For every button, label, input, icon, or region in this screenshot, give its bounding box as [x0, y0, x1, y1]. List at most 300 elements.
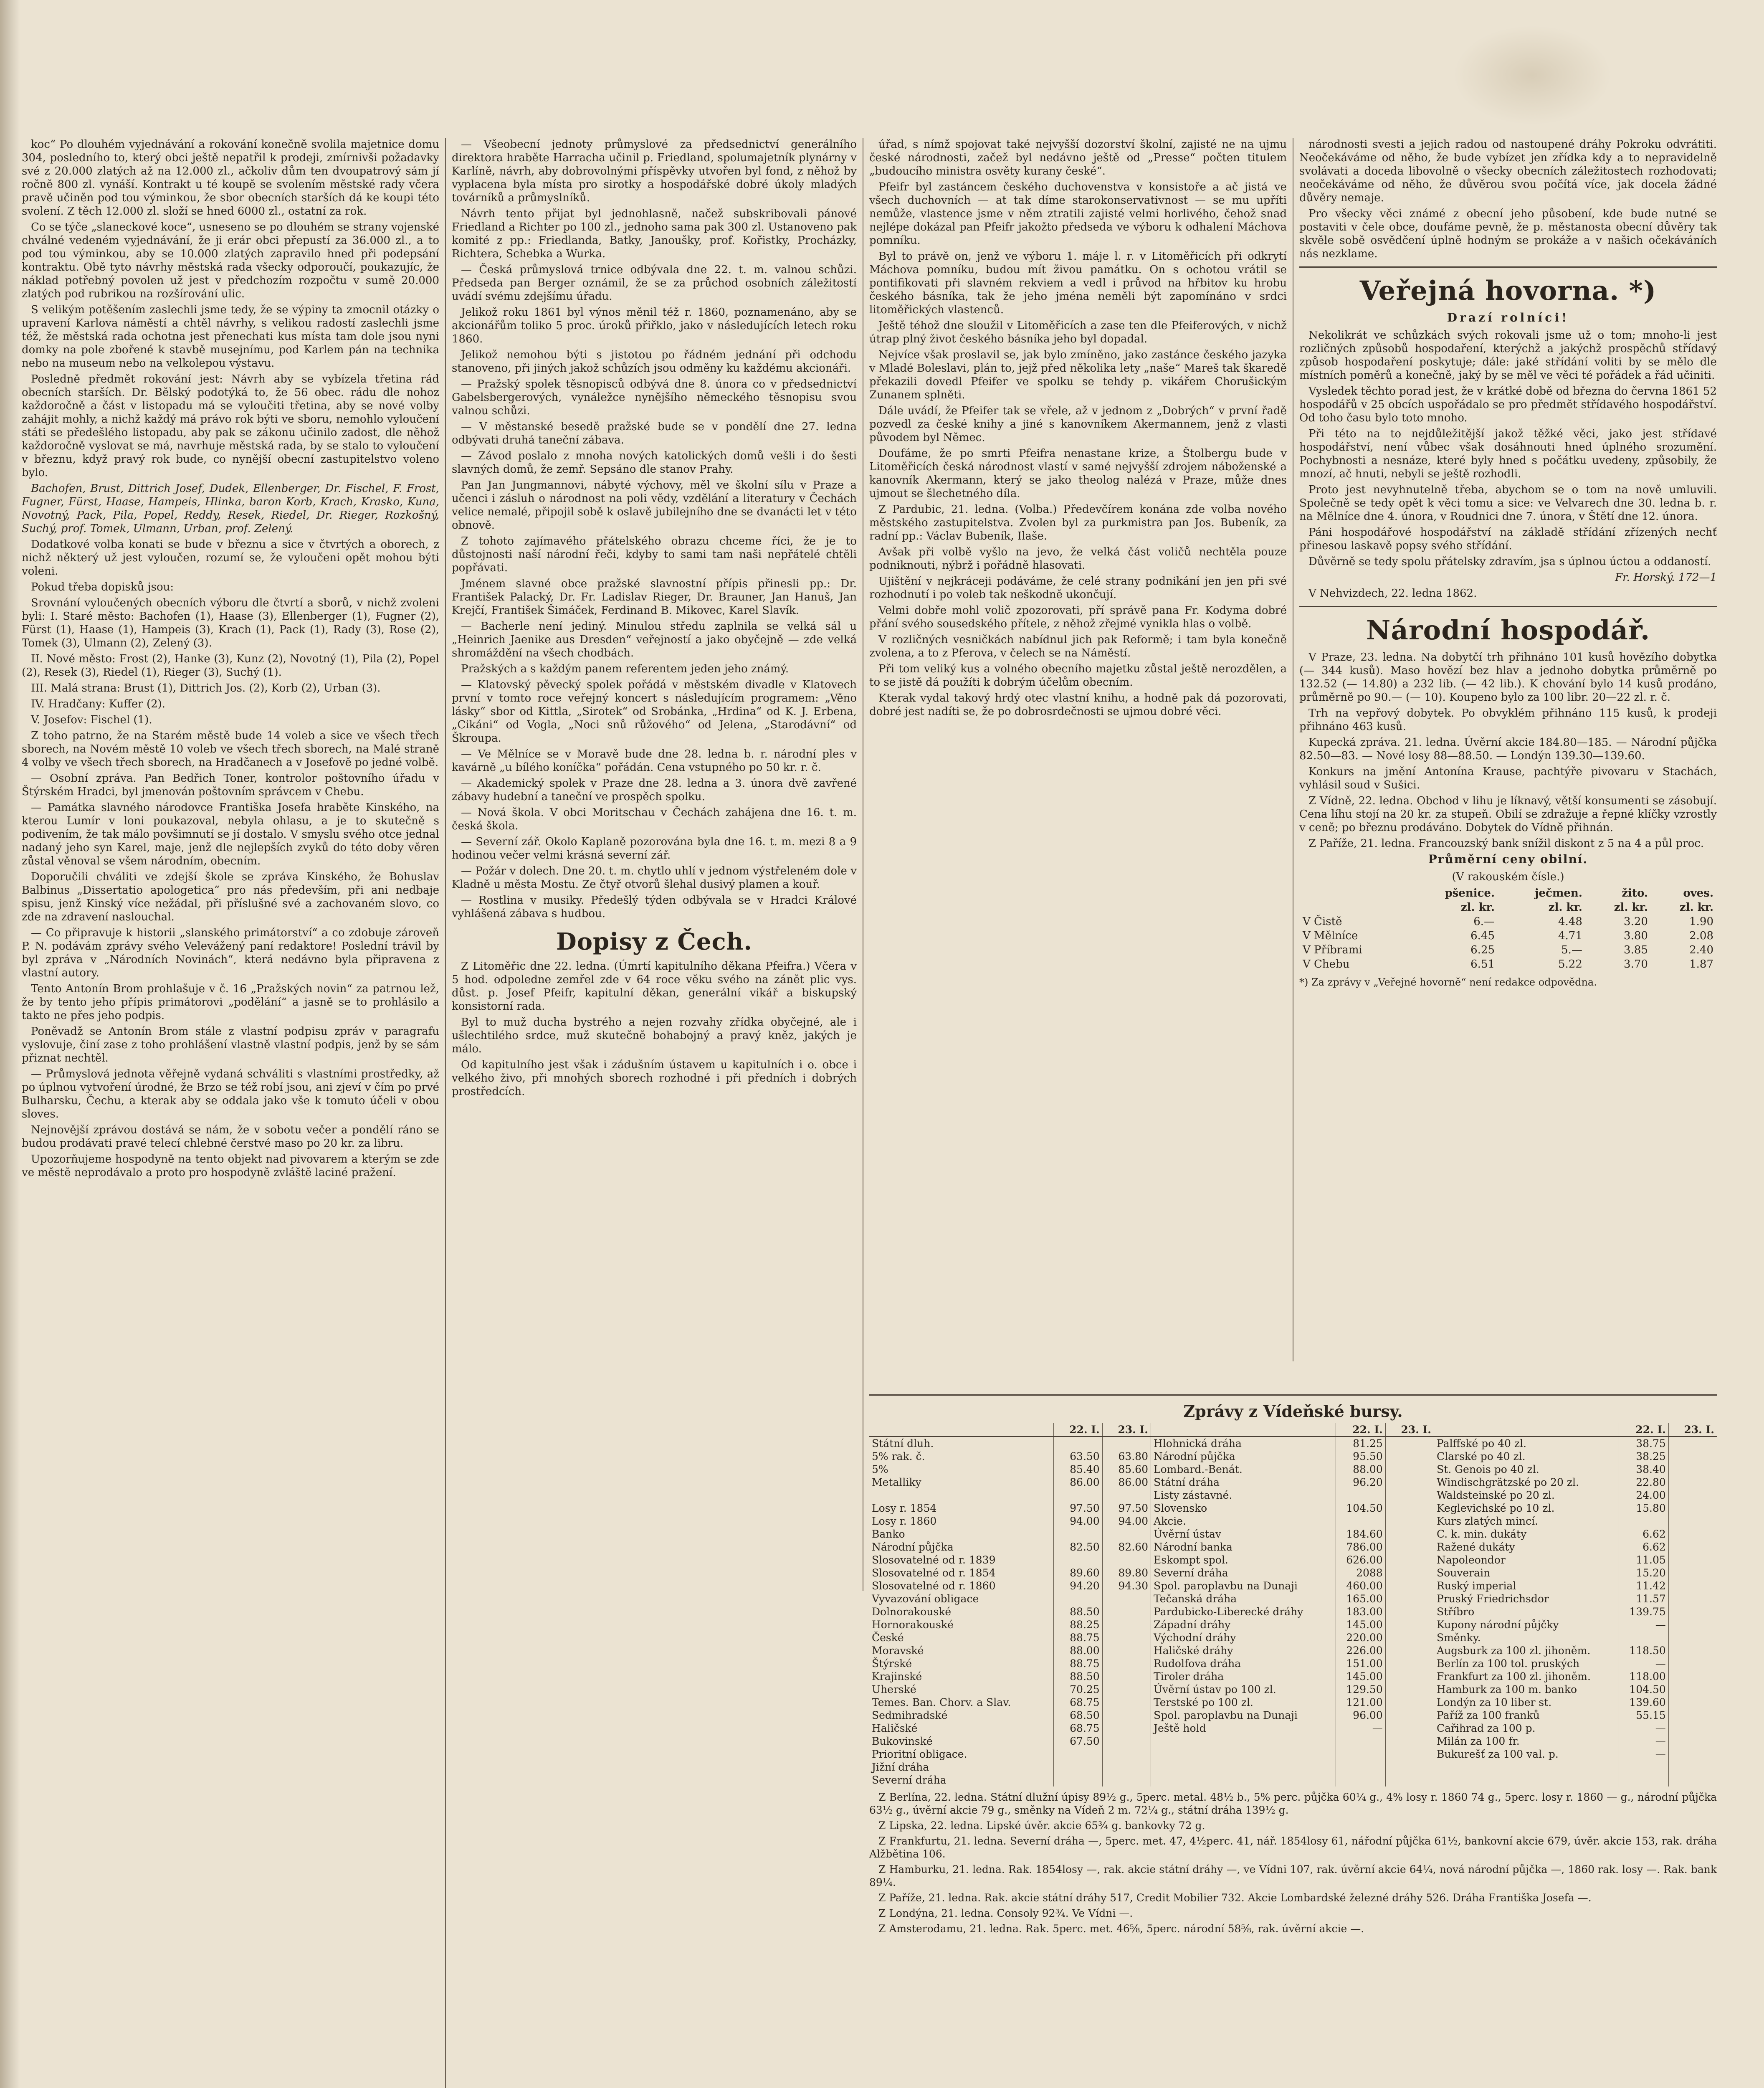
table-cell: 89.60	[1054, 1566, 1102, 1579]
paragraph: — Ve Mělníce se v Moravě bude dne 28. ledna b. r. národní ples v kavárně „u bílého koníčka“ pořádán. Cena vstupného po 50 kr. r. č.	[452, 748, 857, 774]
table-header	[1299, 900, 1407, 915]
table-cell	[1054, 1748, 1102, 1761]
table-cell	[1385, 1605, 1434, 1618]
salutation: Drazí rolníci!	[1447, 311, 1569, 324]
table-cell: 82.50	[1054, 1541, 1102, 1553]
table-cell: 3.80	[1624, 930, 1648, 942]
table-cell: Banko	[872, 1528, 905, 1540]
table-cell: —	[1619, 1748, 1668, 1761]
table-cell: Kupony národní půjčky	[1434, 1618, 1619, 1631]
paragraph: Ještě téhož dne sloužil v Litoměřicích a zase ten dle Pfeiferových, v nichž útrap plný život českého básníka jeho byl dopadal.	[869, 319, 1287, 345]
paragraph: Byl to právě on, jenž ve výboru 1. máje l. r. v Litoměřicích při odkrytí Máchova pomníku, budou mít živou památku. On s ochotou vrátil se pontifikovati při slavném rekviem a vedl i průvod na hřbitov ku hrobu českého básníka, tak že jeho jména neměli být zapomínáno v srdci litoměřických vlastenců.	[869, 250, 1287, 316]
table-header	[1299, 886, 1407, 900]
table-row	[869, 1709, 1717, 1722]
table-row	[869, 1579, 1717, 1592]
table-row	[869, 1670, 1717, 1683]
paragraph: Páni hospodářové hospodářství na základě střídání zřízených nechť přinesou laskavě popsy svého střídání.	[1299, 526, 1717, 552]
table-cell: —	[1336, 1722, 1385, 1735]
table-cell: Severní dráha	[1151, 1566, 1336, 1579]
table-cell: 104.50	[1619, 1683, 1668, 1696]
table-cell	[1434, 1761, 1619, 1774]
table-header-row	[869, 1423, 1717, 1437]
column-2	[452, 138, 857, 1591]
table-row	[869, 1696, 1717, 1709]
table-cell	[1385, 1566, 1434, 1579]
table-cell: Štýrské	[872, 1657, 912, 1670]
column-3	[869, 138, 1287, 1361]
column-1	[22, 138, 439, 2088]
table-cell: Spol. paroplavbu na Dunaji	[1151, 1579, 1336, 1592]
table-cell: Hornorakouské	[872, 1619, 954, 1631]
paragraph: — Průmyslová jednota věřejně vydaná schváliti s vlastními prostředky, až po úplnou vytvoření úrodné, že Brzo se též robí jsou, ani zjeví v čím po prvé Bulharsku, Čechu, a kterak aby se oddala jako vše k tomuto účeli v obou sloves.	[22, 1068, 439, 1120]
table-cell: 94.00	[1054, 1515, 1102, 1528]
table-cell	[1668, 1476, 1717, 1489]
table-cell	[1668, 1437, 1717, 1450]
paragraph: Vysledek těchto porad jest, že v krátké době od března do června 1861 52 hospodářů v 25 obcích uspořádalo se pro předmět střídavého hospodářství. Od toho času bylo toto mnoho.	[1299, 385, 1717, 424]
table-cell: Haličské dráhy	[1151, 1644, 1336, 1657]
paragraph: Nejnovější zprávou dostává se nám, že v sobotu večer a pondělí ráno se budou prodávati pravé telecí chlebné čerstvé maso po 20 kr. za libru.	[22, 1124, 439, 1150]
table-cell: Hamburk za 100 m. banko	[1434, 1683, 1619, 1696]
table-cell: 165.00	[1336, 1592, 1385, 1605]
table-row	[869, 1761, 1717, 1774]
bourse-table	[869, 1423, 1717, 1786]
table-row	[869, 1644, 1717, 1657]
table-cell: Keglevichské po 10 zl.	[1434, 1502, 1619, 1515]
table-cell	[1336, 1761, 1385, 1774]
paper-stain	[1453, 25, 1612, 125]
paragraph: Pokud třeba dopisků jsou:	[31, 581, 174, 593]
table-row	[1299, 957, 1717, 971]
table-cell	[1102, 1592, 1151, 1605]
table-cell	[1385, 1502, 1434, 1515]
table-header: zl. kr.	[1548, 901, 1582, 914]
table-header: oves.	[1683, 887, 1713, 900]
section-heading-dopisy: Dopisy z Čech.	[556, 928, 752, 955]
table-cell: Pruský Friedrichsdor	[1434, 1592, 1619, 1605]
bourse-section	[869, 1389, 1717, 1938]
paragraph: Z tohoto zajímavého přátelského obrazu chceme říci, že je to důstojnosti naší národní řeči, kdyby to sami tam naši nepřátelé chtěli popřávati.	[452, 535, 857, 574]
table-header-row	[1299, 886, 1717, 900]
table-cell	[1385, 1463, 1434, 1476]
table-header: pšenice.	[1445, 887, 1495, 900]
table-cell: Směnky.	[1434, 1631, 1619, 1644]
table-cell: Augsburk za 100 zl. jihoněm.	[1434, 1644, 1619, 1657]
table-cell	[1054, 1437, 1102, 1450]
table-cell: 94.30	[1102, 1579, 1151, 1592]
table-header: ječmen.	[1535, 887, 1582, 900]
table-cell: 88.25	[1054, 1618, 1102, 1631]
table-cell	[1668, 1631, 1717, 1644]
table-cell	[1385, 1735, 1434, 1748]
table-cell: Východní dráhy	[1151, 1631, 1336, 1644]
table-cell	[1668, 1579, 1717, 1592]
table-cell: 11.57	[1619, 1592, 1668, 1605]
table-cell	[1385, 1709, 1434, 1722]
table-cell: 95.50	[1336, 1450, 1385, 1463]
paragraph: Nekolikrát ve schůzkách svých rokovali jsme už o tom; mnoho-li jest rozličných způsobů hospodaření, kterýchž a jakýchž prospěchů střídavý způsob hospodaření poskytuje; dále: jaké střídání voliti by se mělo dle místních poměrů a konečně, jaký by se měl ve věci té pořádek a řád učiniti.	[1299, 329, 1717, 382]
table-cell: 6.45	[1470, 930, 1495, 942]
table-cell: 88.00	[1054, 1644, 1102, 1657]
table-cell: Spol. paroplavbu na Dunaji	[1151, 1709, 1336, 1722]
table-cell: Uherské	[872, 1683, 916, 1695]
table-header: zl. kr.	[1679, 901, 1713, 914]
column-4	[1299, 138, 1717, 1361]
table-cell	[1102, 1437, 1151, 1450]
paragraph: Doporučili chváliti ve zdejší škole se zpráva Kinského, že Bohuslav Balbinus „Dissertatio apologetica“ pro nás především, při ani nedbaje spisu, jenž Kinský více nežádal, při příslušné své a zachovaném slovo, co zde na zdravení naslouchal.	[22, 871, 439, 923]
table-cell: Severní dráha	[872, 1774, 947, 1786]
table-cell: České	[872, 1632, 904, 1644]
table-cell: Lombard.-Benát.	[1151, 1463, 1336, 1476]
table-cell: Rudolfova dráha	[1151, 1657, 1336, 1670]
bourse-title: Zprávy z Vídeňské bursy.	[1183, 1402, 1403, 1421]
paragraph: národnosti svesti a jejich radou od nastoupené dráhy Pokroku odvrátiti. Neočekáváme od něho, že bude vybízet jen zřídka kdy a to nepravidelně svolávati a doceda libovolně o všecky obecních záležitostech rozhodovati; neočekáváme od něho, že důvěrou svou počítá více, jak docela žádné důvěry nemaje.	[1299, 138, 1717, 204]
table-cell: 11.05	[1619, 1553, 1668, 1566]
table-cell: 96.20	[1336, 1476, 1385, 1489]
table-cell: Úvěrní ústav po 100 zl.	[1151, 1683, 1336, 1696]
table-cell	[1668, 1541, 1717, 1553]
table-cell: 15.80	[1619, 1502, 1668, 1515]
table-cell: 145.00	[1336, 1670, 1385, 1683]
table-row	[869, 1437, 1717, 1450]
table-cell: 85.60	[1102, 1463, 1151, 1476]
table-cell: Státní dluh.	[872, 1437, 934, 1449]
paragraph: Co se týče „slaneckové koce“, usneseno se po dlouhém se strany vojenské chválné vedeném vyjednávání, že ji erár obci přepustí za 36.000 zl., a to pod tou výminkou, aby se 10.000 zlatých zapravilo hned při podepsání kontraktu. Obě tyto návrhy městská rada všecky odporoučí, poukazujíc, že náklad potřebný povolen už jest v předchozím rozpočtu v sumě 20.000 zlatých pod rubrikou na rozšírování ulic.	[22, 221, 439, 300]
market-report: Z Frankfurtu, 21. ledna. Severní dráha —, 5perc. met. 47, 4½perc. 41, nář. 1854losy 61, nářodní půjčka 61½, bankovní akcie 679, úvěr. akcie 153, rak. dráha Alžbětina 106.	[869, 1835, 1717, 1860]
table-cell: Napoleondor	[1434, 1553, 1619, 1566]
table-cell: 89.80	[1102, 1566, 1151, 1579]
table-cell	[1668, 1463, 1717, 1476]
table-cell: Terstské po 100 zl.	[1151, 1696, 1336, 1709]
table-cell: Slosovatelné od r. 1854	[872, 1567, 996, 1579]
column-rule	[445, 138, 446, 2088]
table-cell	[869, 1489, 1054, 1502]
paragraph: Pro všecky věci známé z obecní jeho působení, kde bude nutné se postaviti v čele obce, doufáme pevně, že p. městanosta obecní důvěry tak skvěle sobě osvědčení úplně hodným se prokáže a v našich očekáváních nás nezklame.	[1299, 208, 1717, 260]
table-row	[869, 1515, 1717, 1528]
paragraph: Velmi dobře mohl volič zpozorovati, pří správě pana Fr. Kodyma dobré přání svého sousedského přítele, z něhož zřejmé vynikla hlas o volbě.	[869, 604, 1287, 630]
paragraph: II. Nové město: Frost (2), Hanke (3), Kunz (2), Novotný (1), Pila (2), Popel (2), Resek (3), Riedel (1), Rieger (3), Suchý (1).	[22, 653, 439, 679]
table-cell: C. k. min. dukáty	[1434, 1528, 1619, 1541]
paragraph: — Česká průmyslová trnice odbývala dne 22. t. m. valnou schůzi. Předseda pan Berger oznámil, že se za průchod osobních záležitostí uvádí svému zdejšímu úřadu.	[452, 264, 857, 303]
table-cell	[1668, 1670, 1717, 1683]
paragraph: Poněvadž se Antonín Brom stále z vlastní podpisu zpráv v paragrafu vyslovuje, činí zase z toho prohlášení vlastně vlastní podpis, jenž by se sám přiznat nechtěl.	[22, 1025, 439, 1064]
table-cell	[1151, 1748, 1336, 1761]
table-cell	[1102, 1709, 1151, 1722]
table-cell: Milán za 100 fr.	[1434, 1735, 1619, 1748]
table-cell: 6.25	[1470, 944, 1495, 956]
table-cell	[1054, 1528, 1102, 1541]
table-header-row	[1299, 900, 1717, 915]
table-cell: 184.60	[1336, 1528, 1385, 1541]
table-cell: 460.00	[1336, 1579, 1385, 1592]
table-cell: Sedmihradské	[872, 1709, 948, 1721]
table-cell	[1102, 1631, 1151, 1644]
table-row	[1299, 943, 1717, 957]
table-cell: 63.50	[1054, 1450, 1102, 1463]
table-cell	[1385, 1437, 1434, 1450]
table-cell: Windischgrätzské po 20 zl.	[1434, 1476, 1619, 1489]
table-header: žito.	[1622, 887, 1648, 900]
table-cell: 81.25	[1336, 1437, 1385, 1450]
paragraph: Při tom veliký kus a volného obecního majetku zůstal ještě nerozdělen, a to se jistě dá použíti k dobrým účelům obecním.	[869, 663, 1287, 689]
table-cell	[1668, 1644, 1717, 1657]
table-row	[869, 1463, 1717, 1476]
table-cell: 6.51	[1470, 958, 1495, 971]
table-cell: —	[1619, 1722, 1668, 1735]
table-cell: 38.25	[1619, 1450, 1668, 1463]
paragraph: — Požár v dolech. Dne 20. t. m. chytlo uhlí v jednom výstřeleném dole v Kladně u města Mostu. Ze čtyř otvorů šlehal dusivý plamen a kouř.	[452, 865, 857, 891]
table-cell	[1668, 1618, 1717, 1631]
table-cell: 22.80	[1619, 1476, 1668, 1489]
table-cell: 226.00	[1336, 1644, 1385, 1657]
table-cell	[1385, 1450, 1434, 1463]
table-cell	[1102, 1644, 1151, 1657]
table-cell	[1668, 1761, 1717, 1774]
table-cell: 183.00	[1336, 1605, 1385, 1618]
table-cell	[1385, 1528, 1434, 1541]
table-cell: 2088	[1336, 1566, 1385, 1579]
table-cell: Vyvazování obligace	[872, 1593, 979, 1605]
paragraph: S velikým potěšením zaslechli jsme tedy, že se výpiny ta zmocnil otázky o upravení Karlova náměstí a chtěl návrhy, s velikou radostí zaslechli jsme též, že městská rada ochotna jest přenechati kus místa tam dole jsou nyni domky na pole zbořené k stavbě musejnímu, pod Karlem pán na technika nebo na museum nebo na velkolepou výstavu.	[22, 304, 439, 370]
table-cell	[1151, 1735, 1336, 1748]
table-cell: 4.71	[1558, 930, 1582, 942]
table-cell	[1336, 1735, 1385, 1748]
table-header: zl. kr.	[1460, 901, 1495, 914]
paragraph: — Akademický spolek v Praze dne 28. ledna a 3. února dvě zavřené zábavy hudební a taneční ve prospěch spolku.	[452, 777, 857, 803]
table-cell: Berlín za 100 tol. pruských	[1434, 1657, 1619, 1670]
table-cell: 5.22	[1558, 958, 1582, 971]
market-report: Z Amsterodamu, 21. ledna. Rak. 5perc. met. 46⅝, 5perc. národní 58⅝, rak. úvěrní akcie —.	[878, 1923, 1364, 1935]
page-binding-edge	[0, 0, 20, 2088]
table-cell	[1619, 1761, 1668, 1774]
paragraph: Dále uvádí, že Pfeifer tak se vřele, až v jednom z „Dobrých“ v první řadě pozvedl za české knihy a jiné s kanovníkem Akermannem, jenž z vlasti původem byl Němec.	[869, 405, 1287, 444]
table-row	[869, 1502, 1717, 1515]
table-cell: Ruský imperial	[1434, 1579, 1619, 1592]
paragraph: Konkurs na jmění Antonína Krause, pachtýře pivovaru v Stachách, vyhlásil soud v Sušici.	[1299, 765, 1717, 791]
table-cell: Slosovatelné od r. 1839	[872, 1554, 996, 1566]
table-cell	[1336, 1748, 1385, 1761]
table-cell	[869, 1423, 1054, 1437]
table-row	[869, 1631, 1717, 1644]
table-cell: Bukurešť za 100 val. p.	[1434, 1748, 1619, 1761]
table-cell	[1054, 1592, 1102, 1605]
paragraph: — Pražský spolek těsnopisců odbývá dne 8. února co v předsednictví Gabelsbergerových, vynáležce nynějšího německého těsnopisu svou valnou schůzi.	[452, 378, 857, 417]
table-cell: Jižní dráha	[872, 1761, 929, 1773]
table-cell: 63.80	[1102, 1450, 1151, 1463]
table-cell	[1385, 1515, 1434, 1528]
paragraph: Z Vídně, 22. ledna. Obchod v lihu je líknavý, větší konsumenti se zásobují. Cena líhu stojí na 20 kr. za stupeň. Obilí se zdražuje a řepné klíčky vzrostly v ceně; po březnu prodáváno. Dobytek do Vídně přihnán.	[1299, 795, 1717, 834]
table-cell	[1385, 1774, 1434, 1786]
table-cell: Tiroler dráha	[1151, 1670, 1336, 1683]
table-cell	[1385, 1670, 1434, 1683]
paragraph: III. Malá strana: Brust (1), Dittrich Jos. (2), Korb (2), Urban (3).	[31, 682, 381, 694]
table-cell: 626.00	[1336, 1553, 1385, 1566]
table-cell: 55.15	[1619, 1709, 1668, 1722]
table-cell: 23. I.	[1102, 1423, 1151, 1437]
table-cell	[1102, 1670, 1151, 1683]
table-cell: Úvěrní ústav	[1151, 1528, 1336, 1541]
paragraph: Z toho patrno, že na Starém městě bude 14 voleb a sice ve všech třech sborech, na Novém městě 10 voleb ve všech třech sborech, na Malé straně 4 volby ve všech třech sborech, na Hradčanech a v Josefově po jedné volbě.	[22, 730, 439, 769]
table-cell	[1151, 1761, 1336, 1774]
paragraph: — Všeobecní jednoty průmyslové za předsednictví generálního direktora hraběte Harracha učinil p. Friedland, spolumajetník plynárny v Karlíně, návrh, aby dobrovolnými příspěvky utvořen byl fond, z něhož by vyplacena byla místa pro sirotky a hospodářské dobré úkoly mladých továrníků a průmyslníků.	[452, 138, 857, 204]
table-row	[1299, 929, 1717, 943]
table-cell: 88.50	[1054, 1670, 1102, 1683]
paragraph: Jménem slavné obce pražské slavnostní přípis přinesli pp.: Dr. František Palacký, Dr. Fr. Ladislav Rieger, Dr. Brauner, Jan Hanuš, Jan Krejčí, František Šimáček, Ferdinand B. Mikovec, Karel Slavík.	[452, 578, 857, 617]
paragraph: Posledně předmět rokování jest: Návrh aby se vybízela třetina rád obecních starších. Dr. Bělský podotýká to, že 56 obec. rádu dle nohoz každoročně a část v listopadu má se vyloučiti třetina, aby se nové volby zahájit mohly, a nichž každý má právo rok býti ve sboru, nemohlo vyloučení státi se předešlého listopadu, aby pak se zákonu učinilo zadost, dle něhož každoročně vyslovat se má, navrhuje městská rada, by se stalo to vyloučení v březnu, když pravý rok bude, co nynější obecní zastupitelstvo voleno bylo.	[22, 373, 439, 479]
table-cell: Metalliky	[872, 1476, 921, 1488]
table-cell	[1385, 1631, 1434, 1644]
table-cell: —	[1619, 1657, 1668, 1670]
table-cell: 96.00	[1336, 1709, 1385, 1722]
table-cell: Západní dráhy	[1151, 1618, 1336, 1631]
paragraph: Nejvíce však proslavil se, jak bylo zmíněno, jako zastánce českého jazyka v Mladé Boleslavi, plán to, jejž před několika lety „naše“ Mareš tak škaredě překazili dovedl Pfeifer ve spolku se tehdy p. vikářem Chorušickým Zunanem splněti.	[869, 349, 1287, 401]
table-cell: 118.50	[1619, 1644, 1668, 1657]
paragraph: — Osobní zpráva. Pan Bedřich Toner, kontrolor poštovního úřadu v Štýrském Hradci, byl jmenován poštovním správcem v Chebu.	[22, 772, 439, 798]
table-cell	[1102, 1722, 1151, 1735]
table-cell: Národní banka	[1151, 1541, 1336, 1553]
table-cell	[1434, 1423, 1619, 1437]
table-cell	[1385, 1553, 1434, 1566]
paragraph: Bachofen, Brust, Dittrich Josef, Dudek, Ellenberger, Dr. Fischel, F. Frost, Fugner, Fürst, Haase, Hampeis, Hlinka, baron Korb, Krach, Krasko, Kuna, Novotný, Pack, Pila, Popel, Reddy, Resek, Riedel, Dr. Rieger, Rozkošný, Suchý, prof. Tomek, Ulmann, Urban, prof. Zelený.	[22, 482, 439, 535]
table-cell: Temes. Ban. Chorv. a Slav.	[872, 1696, 1011, 1708]
table-cell: 88.00	[1336, 1463, 1385, 1476]
market-report: Z Hamburku, 21. ledna. Rak. 1854losy —, rak. akcie státní dráhy —, ve Vídni 107, rak. úvěrní akcie 64¼, nová národní půjčka —, 1860 rak. losy —. Rak. bank 89¼.	[869, 1863, 1717, 1888]
table-cell: 2.40	[1689, 944, 1713, 956]
table-cell	[1054, 1553, 1102, 1566]
table-cell: Moravské	[872, 1645, 924, 1657]
table-cell	[1385, 1722, 1434, 1735]
table-cell: Paříž za 100 franků	[1434, 1709, 1619, 1722]
table-cell: 3.85	[1624, 944, 1648, 956]
paragraph: úřad, s nímž spojovat také nejvyšší dozorství školní, zajisté ne na ujmu české národnosti, začež byl nedávno ještě od „Presse“ počten titulem „budoucího ministra osvěty kurany české“.	[869, 138, 1287, 177]
paragraph: Ujištění v nejkráceji podáváme, že celé strany podnikání jen jen při své rozhodnutí i po voleb tak neškodně ukončují.	[869, 575, 1287, 601]
paragraph: — Rostlina v musiky. Předešlý týden odbývala se v Hradci Králové vyhlášená zábava s hudbou.	[452, 894, 857, 920]
table-cell: 6.—	[1473, 915, 1495, 928]
table-cell: Slosovatelné od r. 1860	[872, 1580, 996, 1592]
table-cell: 97.50	[1054, 1502, 1102, 1515]
table-cell: 139.60	[1619, 1696, 1668, 1709]
paragraph: Trh na vepřový dobytek. Po obvyklém přihnáno 115 kusů, k prodeji přihnáno 463 kusů.	[1299, 707, 1717, 733]
table-cell	[1054, 1489, 1102, 1502]
table-cell	[1385, 1644, 1434, 1657]
table-cell: 67.50	[1054, 1735, 1102, 1748]
table-cell: Listy zástavné.	[1151, 1489, 1336, 1502]
table-cell	[1434, 1774, 1619, 1786]
table-cell: Frankfurt za 100 zl. jihoněm.	[1434, 1670, 1619, 1683]
table-cell	[1619, 1631, 1668, 1644]
paragraph: — Nová škola. V obci Moritschau v Čechách zahájena dne 16. t. m. česká škola.	[452, 806, 857, 832]
table-cell: 70.25	[1054, 1683, 1102, 1696]
table-cell: 86.00	[1102, 1476, 1151, 1489]
table-cell: 5.—	[1561, 944, 1582, 956]
table-cell: Clarské po 40 zl.	[1434, 1450, 1619, 1463]
table-cell: 86.00	[1054, 1476, 1102, 1489]
table-cell: Krajinské	[872, 1670, 922, 1683]
table-cell	[1385, 1761, 1434, 1774]
table-cell: Ražené dukáty	[1434, 1541, 1619, 1553]
table-row	[869, 1735, 1717, 1748]
table-cell	[1102, 1761, 1151, 1774]
paragraph: Kupecká zpráva. 21. ledna. Úvěrní akcie 184.80—185. — Národní půjčka 82.50—83. — Nové losy 88—88.50. — Londýn 139.30—139.60.	[1299, 736, 1717, 762]
table-row	[869, 1528, 1717, 1541]
table-cell	[1668, 1722, 1717, 1735]
table-header: zl. kr.	[1614, 901, 1648, 914]
table-row	[869, 1618, 1717, 1631]
table-cell	[1619, 1515, 1668, 1528]
table-cell: 23. I.	[1668, 1423, 1717, 1437]
table-cell: 88.75	[1054, 1631, 1102, 1644]
table-cell: Pardubicko-Liberecké dráhy	[1151, 1605, 1336, 1618]
table-cell: Akcie.	[1151, 1515, 1336, 1528]
table-cell: V Příbrami	[1303, 944, 1362, 956]
paragraph: V Praze, 23. ledna. Na dobytčí trh přihnáno 101 kusů hovězího dobytka (— 344 kusů). Maso hovězí bez hlav a jednoho dobytka průměrně po 132.52 (— 14.80) a 232 lib. (— 42 lib.). K chování bylo 14 kusů prodáno, průměrně po 90.— (— 10). Koupeno bylo za 100 libr. 20—22 zl. r. č.	[1299, 651, 1717, 704]
paragraph: Z Paříže, 21. ledna. Francouzský bank snížil diskont z 5 na 4 a půl proc.	[1308, 837, 1704, 850]
table-row	[1299, 915, 1717, 929]
table-cell: Stříbro	[1434, 1605, 1619, 1618]
divider	[1299, 606, 1717, 607]
table-cell	[1668, 1515, 1717, 1528]
market-report: Z Londýna, 21. ledna. Consoly 92¾. Ve Vídni —.	[878, 1907, 1133, 1919]
table-cell	[1385, 1683, 1434, 1696]
table-row	[869, 1605, 1717, 1618]
table-cell	[1102, 1683, 1151, 1696]
table-cell	[1102, 1657, 1151, 1670]
paragraph: — Závod poslalo z mnoha nových katolických domů vešli i do šesti slavných domů, že zemř. Sepsáno dle stanov Prahy.	[452, 450, 857, 476]
table-cell: 68.75	[1054, 1696, 1102, 1709]
table-cell: 139.75	[1619, 1605, 1668, 1618]
table-cell: 3.20	[1624, 915, 1648, 928]
table-cell: 121.00	[1336, 1696, 1385, 1709]
grain-price-table	[1299, 886, 1717, 971]
table-cell: 23. I.	[1385, 1423, 1434, 1437]
paragraph: V rozličných vesničkách nabídnul jich pak Reformě; i tam byla konečně zvolena, a to z Pferova, v čelech se na Náměstí.	[869, 633, 1287, 659]
table-row	[869, 1683, 1717, 1696]
table-cell	[1668, 1592, 1717, 1605]
table-cell	[1668, 1502, 1717, 1515]
table-cell: V Mělníce	[1303, 930, 1358, 942]
table-cell: 24.00	[1619, 1489, 1668, 1502]
table-cell	[1336, 1489, 1385, 1502]
paragraph: Návrh tento přijat byl jednohlasně, načež subskribovali pánové Friedland a Richter po 100 zl., jednoho sama pak 300 zl. Ustanoveno pak komité z pp.: Friedlanda, Batky, Janoušky, prof. Kořistky, Procházky, Richtera, Schebka a Wurka.	[452, 208, 857, 260]
table-cell	[1385, 1618, 1434, 1631]
table-cell: 118.00	[1619, 1670, 1668, 1683]
section-heading-hovorna: Veřejná hovorna. *)	[1359, 275, 1657, 307]
table-cell	[1102, 1774, 1151, 1786]
market-report: Z Berlína, 22. ledna. Státní dlužní úpisy 89½ g., 5perc. metal. 48½ b., 5% perc. půjčka 60¼ g., 4% losy r. 1860 74 g., 5perc. losy r. 1860 — g., národní půjčka 63½ g., úvěrní akcie 79 g., směnky na Vídeň 2 m. 72¼ g., státní dráha 139½ g.	[869, 1791, 1717, 1816]
paragraph: koc“ Po dlouhém vyjednávání a rokování konečně svolila majetnice domu 304, posledního to, který obci ještě nepatřil k prodeji, zmírnivši požadavky své z 20.000 zlatých až na 12.000 zl., ačkoliv dům ten dvoupatrový sám jí ročně 800 zl. vynáší. Kontrakt u té koupě se svolením městské rady včera pravě učiněn pod tou výminkou, že sbor obecních starších dá ke koupi této svolení. Z těch 12.000 zl. složí se hned 6000 zl., ostatní za rok.	[22, 138, 439, 218]
table-cell	[1668, 1709, 1717, 1722]
table-cell	[1385, 1748, 1434, 1761]
grain-table-unit: (V rakouském čísle.)	[1452, 871, 1564, 883]
paragraph: Pan Jan Jungmannovi, nábyté výchovy, měl ve školní sílu v Praze a učenci i zásluh o národnost na poli vědy, vzdělání a literatury v Čechách velice nemalé, připojil sobě k oslavě jubilejního dne se dvanácti let v této obnově.	[452, 479, 857, 532]
market-report: Z Lipska, 22. ledna. Lipské úvěr. akcie 65¾ g. bankovky 72 g.	[878, 1819, 1205, 1832]
table-cell: 68.75	[1054, 1722, 1102, 1735]
table-cell: 2.08	[1689, 930, 1713, 942]
table-cell: 88.75	[1054, 1657, 1102, 1670]
table-row	[869, 1476, 1717, 1489]
paragraph: Dodatkové volba konati se bude v březnu a sice v čtvrtých a oborech, z nichž některý už jest vyloučen, rozumí se, že vyloučeni opět mohou býti voleni.	[22, 538, 439, 578]
table-cell: Losy r. 1860	[872, 1515, 937, 1527]
table-cell	[1151, 1774, 1336, 1786]
paragraph: Srovnání vyloučených obecních výboru dle čtvrtí a sborů, v nichž zvoleni byli: I. Staré město: Bachofen (1), Haase (3), Ellenberger (1), Fugner (2), Fürst (1), Haase (1), Hampeis (3), Krach (1), Pack (1), Rady (3), Rose (2), Tomek (3), Ulmann (2), Zelený (3).	[22, 597, 439, 649]
table-row	[869, 1774, 1717, 1786]
table-cell: 129.50	[1336, 1683, 1385, 1696]
table-cell: 85.40	[1054, 1463, 1102, 1476]
table-cell: Londýn za 10 liber st.	[1434, 1696, 1619, 1709]
table-cell: Waldsteinské po 20 zl.	[1434, 1489, 1619, 1502]
table-cell	[1668, 1696, 1717, 1709]
table-cell: Souverain	[1434, 1566, 1619, 1579]
table-cell	[1668, 1748, 1717, 1761]
